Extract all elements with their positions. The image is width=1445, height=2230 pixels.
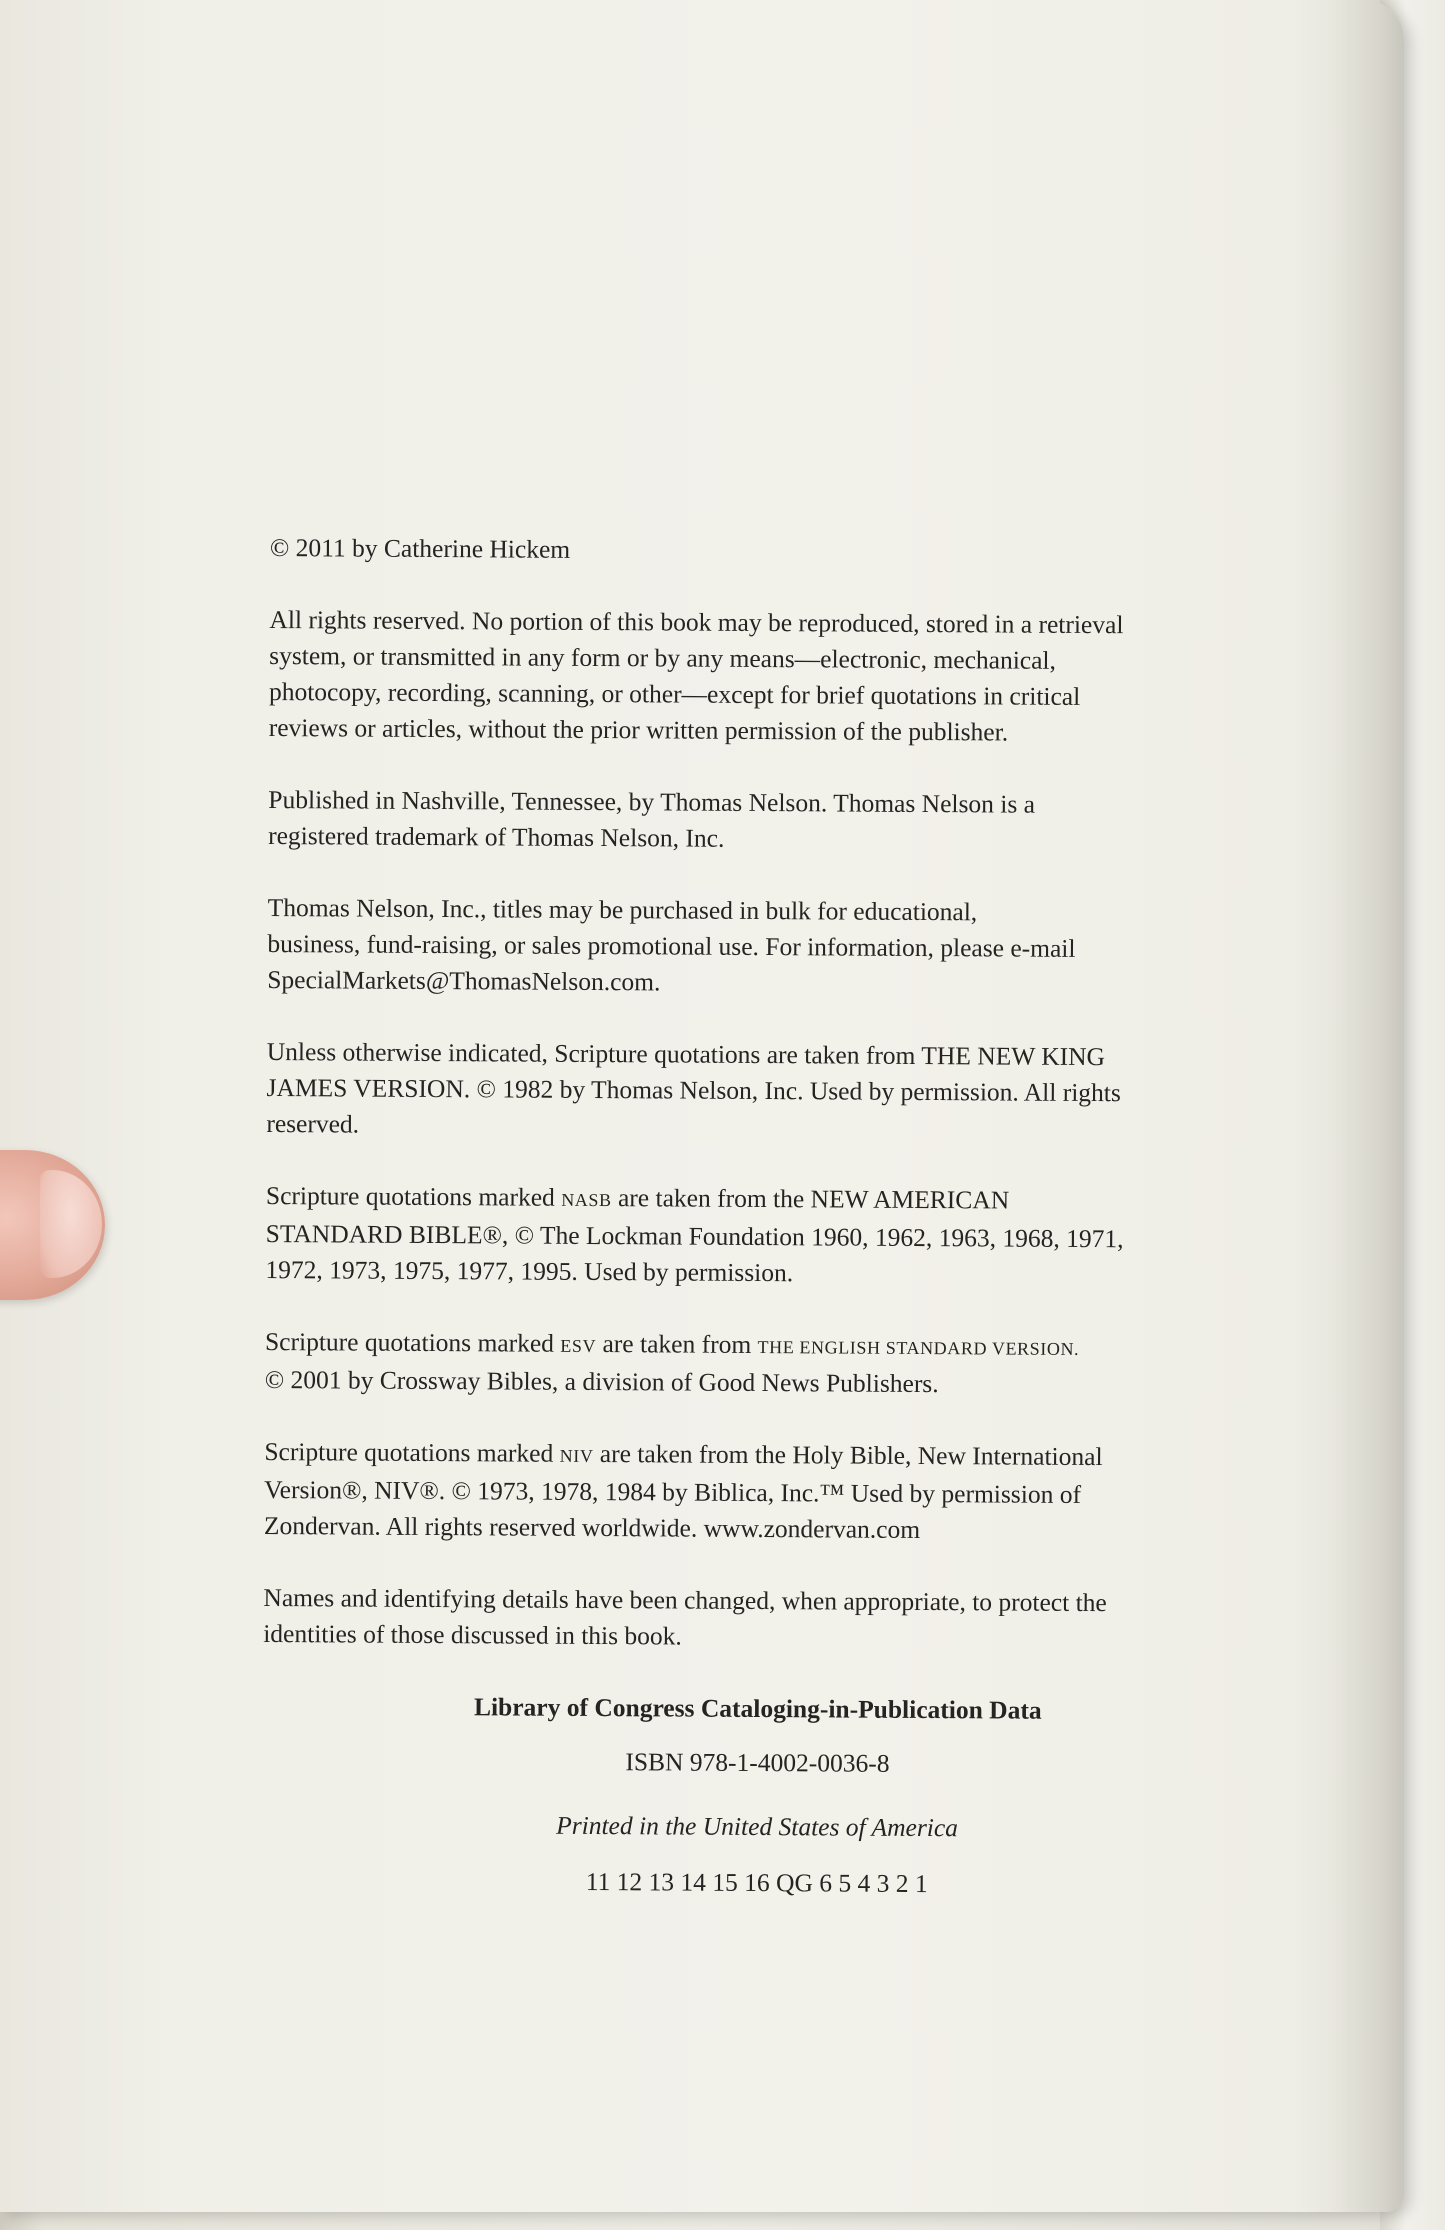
rights-line: photocopy, recording, scanning, or other—except for brief quotations in critical bbox=[268, 676, 1081, 711]
nasb-paragraph bbox=[265, 1178, 1266, 1294]
niv-post: are taken from the Holy Bible, New International bbox=[593, 1438, 1103, 1472]
niv-line: Zondervan. All rights reserved worldwide. www.zondervan.com bbox=[263, 1510, 921, 1544]
nasb-line: STANDARD BIBLE®, © The Lockman Foundation 1960, 1962, 1963, 1968, 1971, bbox=[265, 1218, 1124, 1254]
nasb-post: are taken from the NEW AMERICAN bbox=[611, 1183, 1010, 1215]
esv-pre: Scripture quotations marked bbox=[264, 1326, 561, 1358]
rights-line: reviews or articles, without the prior written permission of the publisher. bbox=[268, 712, 1009, 747]
copyright-text-block bbox=[262, 530, 1270, 1904]
isbn-line: ISBN 978-1-4002-0036-8 bbox=[625, 1747, 890, 1778]
bulk-paragraph bbox=[267, 890, 1268, 1004]
esv-title: THE ENGLISH STANDARD VERSION. bbox=[757, 1336, 1080, 1359]
rights-paragraph bbox=[269, 602, 1270, 752]
nkjv-line: Unless otherwise indicated, Scripture quotations are taken from THE NEW KING bbox=[266, 1036, 1106, 1072]
published-line: registered trademark of Thomas Nelson, Inc. bbox=[268, 820, 725, 853]
names-line: Names and identifying details have been changed, when appropriate, to protect the bbox=[263, 1582, 1107, 1618]
bulk-line: business, fund-raising, or sales promotional use. For information, please e-mail bbox=[267, 928, 1076, 963]
rights-line: All rights reserved. No portion of this book may be reproduced, stored in a retrieval bbox=[269, 604, 1124, 640]
esv-line bbox=[265, 1324, 1265, 1368]
nasb-abbr: NASB bbox=[561, 1189, 612, 1211]
bulk-email: SpecialMarkets@ThomasNelson.com. bbox=[267, 964, 661, 997]
esv-mid: are taken from bbox=[596, 1329, 758, 1359]
niv-abbr: NIV bbox=[559, 1445, 594, 1466]
esv-abbr: ESV bbox=[560, 1335, 597, 1357]
nasb-line: 1972, 1973, 1975, 1977, 1995. Used by permission. bbox=[265, 1254, 794, 1288]
niv-line: Version®, NIV®. © 1973, 1978, 1984 by Biblica, Inc.™ Used by permission of bbox=[264, 1474, 1082, 1509]
nasb-line bbox=[266, 1178, 1266, 1222]
nkjv-line: reserved. bbox=[266, 1108, 360, 1139]
page-curl-shadow bbox=[1330, 0, 1404, 2212]
niv-line bbox=[264, 1434, 1264, 1478]
niv-pre: Scripture quotations marked bbox=[264, 1436, 560, 1468]
printed-line: Printed in the United States of America bbox=[556, 1810, 959, 1843]
printing-number-line: 11 12 13 14 15 16 QG 6 5 4 3 2 1 bbox=[585, 1866, 928, 1899]
rights-line: system, or transmitted in any form or by any means—electronic, mechanical, bbox=[269, 640, 1057, 675]
nasb-pre: Scripture quotations marked bbox=[265, 1180, 562, 1212]
nkjv-paragraph bbox=[266, 1034, 1267, 1148]
library-heading: Library of Congress Cataloging-in-Publication Data bbox=[473, 1692, 1042, 1725]
bulk-line: Thomas Nelson, Inc., titles may be purchased in bulk for educational, bbox=[267, 892, 978, 927]
names-paragraph bbox=[263, 1580, 1263, 1658]
copyright-line: © 2011 by Catherine Hickem bbox=[269, 532, 571, 564]
names-line: identities of those discussed in this book. bbox=[263, 1618, 682, 1651]
published-line: Published in Nashville, Tennessee, by Thomas Nelson. Thomas Nelson is a bbox=[268, 784, 1036, 819]
esv-line: © 2001 by Crossway Bibles, a division of Good News Publishers. bbox=[264, 1364, 939, 1399]
nkjv-line: JAMES VERSION. © 1982 by Thomas Nelson, Inc. Used by permission. All rights bbox=[266, 1072, 1121, 1108]
published-paragraph bbox=[268, 782, 1268, 860]
esv-paragraph bbox=[265, 1324, 1265, 1404]
niv-paragraph bbox=[264, 1434, 1265, 1550]
